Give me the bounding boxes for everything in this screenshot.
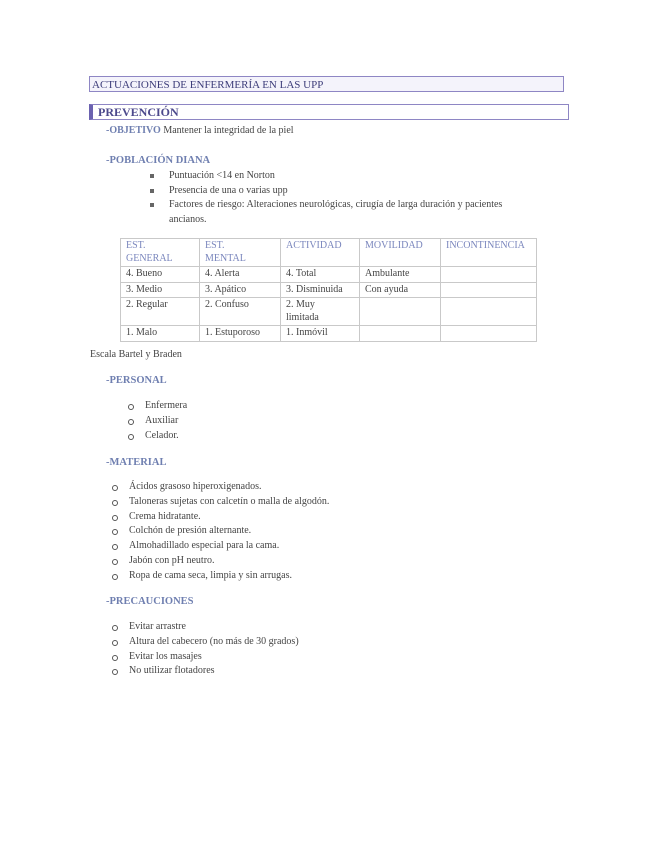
table-row <box>121 326 537 342</box>
material-heading: -MATERIAL <box>106 457 167 468</box>
table-cell: 2. Muy limitada <box>281 298 360 326</box>
ring-bullet-icon <box>128 404 134 410</box>
table-row <box>121 298 537 326</box>
list-item: No utilizar flotadores <box>112 664 299 679</box>
table-cell: 1. Estuporoso <box>200 326 281 342</box>
table-cell: 1. Inmóvil <box>281 326 360 342</box>
list-item: Ácidos grasoso hiperoxigenados. <box>112 480 329 495</box>
list-item: Ropa de cama seca, limpia y sin arrugas. <box>112 569 329 584</box>
population-heading: -POBLACIÓN DIANA <box>106 155 211 166</box>
list-item: Almohadillado especial para la cama. <box>112 539 329 554</box>
ring-bullet-icon <box>128 434 134 440</box>
list-item: Taloneras sujetas con calcetín o malla de algodón. <box>112 495 329 510</box>
table-cell <box>441 282 537 298</box>
material-list <box>112 480 329 584</box>
ring-bullet-icon <box>112 529 118 535</box>
table-cell <box>360 326 441 342</box>
ring-bullet-icon <box>112 515 118 521</box>
ring-bullet-icon <box>112 559 118 565</box>
precautions-heading: -PRECAUCIONES <box>106 596 194 607</box>
table-header: EST. GENERAL <box>121 239 200 267</box>
list-item: Evitar los masajes <box>112 650 299 665</box>
norton-scale-table <box>120 238 537 342</box>
ring-bullet-icon <box>112 574 118 580</box>
list-item-continuation: ancianos. <box>169 213 207 225</box>
ring-bullet-icon <box>112 669 118 675</box>
list-item: Celador. <box>128 429 187 444</box>
list-item: Presencia de una o varias upp <box>150 184 550 199</box>
objective-text: Mantener la integridad de la piel <box>163 125 294 136</box>
ring-bullet-icon <box>112 544 118 550</box>
personal-heading: -PERSONAL <box>106 375 167 386</box>
table-header: INCONTINENCIA <box>441 239 537 267</box>
precautions-list <box>112 620 299 679</box>
list-item: Altura del cabecero (no más de 30 grados) <box>112 635 299 650</box>
table-cell: 4. Alerta <box>200 267 281 283</box>
list-item: Factores de riesgo: Alteraciones neurológicas, cirugía de larga duración y pacientes <box>150 198 550 213</box>
table-cell: 3. Apático <box>200 282 281 298</box>
square-bullet-icon <box>150 203 154 207</box>
table-row <box>121 282 537 298</box>
table-cell <box>441 326 537 342</box>
population-list <box>150 169 550 227</box>
list-item: Crema hidratante. <box>112 510 329 525</box>
ring-bullet-icon <box>112 655 118 661</box>
table-cell: 3. Medio <box>121 282 200 298</box>
objective-label: -OBJETIVO <box>106 125 161 136</box>
ring-bullet-icon <box>128 419 134 425</box>
table-cell <box>441 267 537 283</box>
personal-list <box>128 399 187 443</box>
table-row <box>121 267 537 283</box>
square-bullet-icon <box>150 174 154 178</box>
list-item: Puntuación <14 en Norton <box>150 169 550 184</box>
scales-note: Escala Bartel y Braden <box>90 349 182 360</box>
objective-line <box>106 125 294 136</box>
table-cell: 2. Confuso <box>200 298 281 326</box>
table-cell: 2. Regular <box>121 298 200 326</box>
table-cell: 3. Disminuida <box>281 282 360 298</box>
square-bullet-icon <box>150 189 154 193</box>
table-cell: 4. Bueno <box>121 267 200 283</box>
table-cell <box>441 298 537 326</box>
list-item: Auxiliar <box>128 414 187 429</box>
table-cell: Con ayuda <box>360 282 441 298</box>
table-cell: 4. Total <box>281 267 360 283</box>
ring-bullet-icon <box>112 485 118 491</box>
list-item: Evitar arrastre <box>112 620 299 635</box>
table-header: ACTIVIDAD <box>281 239 360 267</box>
list-item: Jabón con pH neutro. <box>112 554 329 569</box>
table-header: EST. MENTAL <box>200 239 281 267</box>
ring-bullet-icon <box>112 500 118 506</box>
list-item: Colchón de presión alternante. <box>112 524 329 539</box>
table-header-row <box>121 239 537 267</box>
ring-bullet-icon <box>112 640 118 646</box>
ring-bullet-icon <box>112 625 118 631</box>
table-cell <box>360 298 441 326</box>
section-title: PREVENCIÓN <box>89 104 569 120</box>
table-cell: Ambulante <box>360 267 441 283</box>
document-title: ACTUACIONES DE ENFERMERÍA EN LAS UPP <box>89 76 564 92</box>
table-cell: 1. Malo <box>121 326 200 342</box>
list-item: Enfermera <box>128 399 187 414</box>
table-header: MOVILIDAD <box>360 239 441 267</box>
